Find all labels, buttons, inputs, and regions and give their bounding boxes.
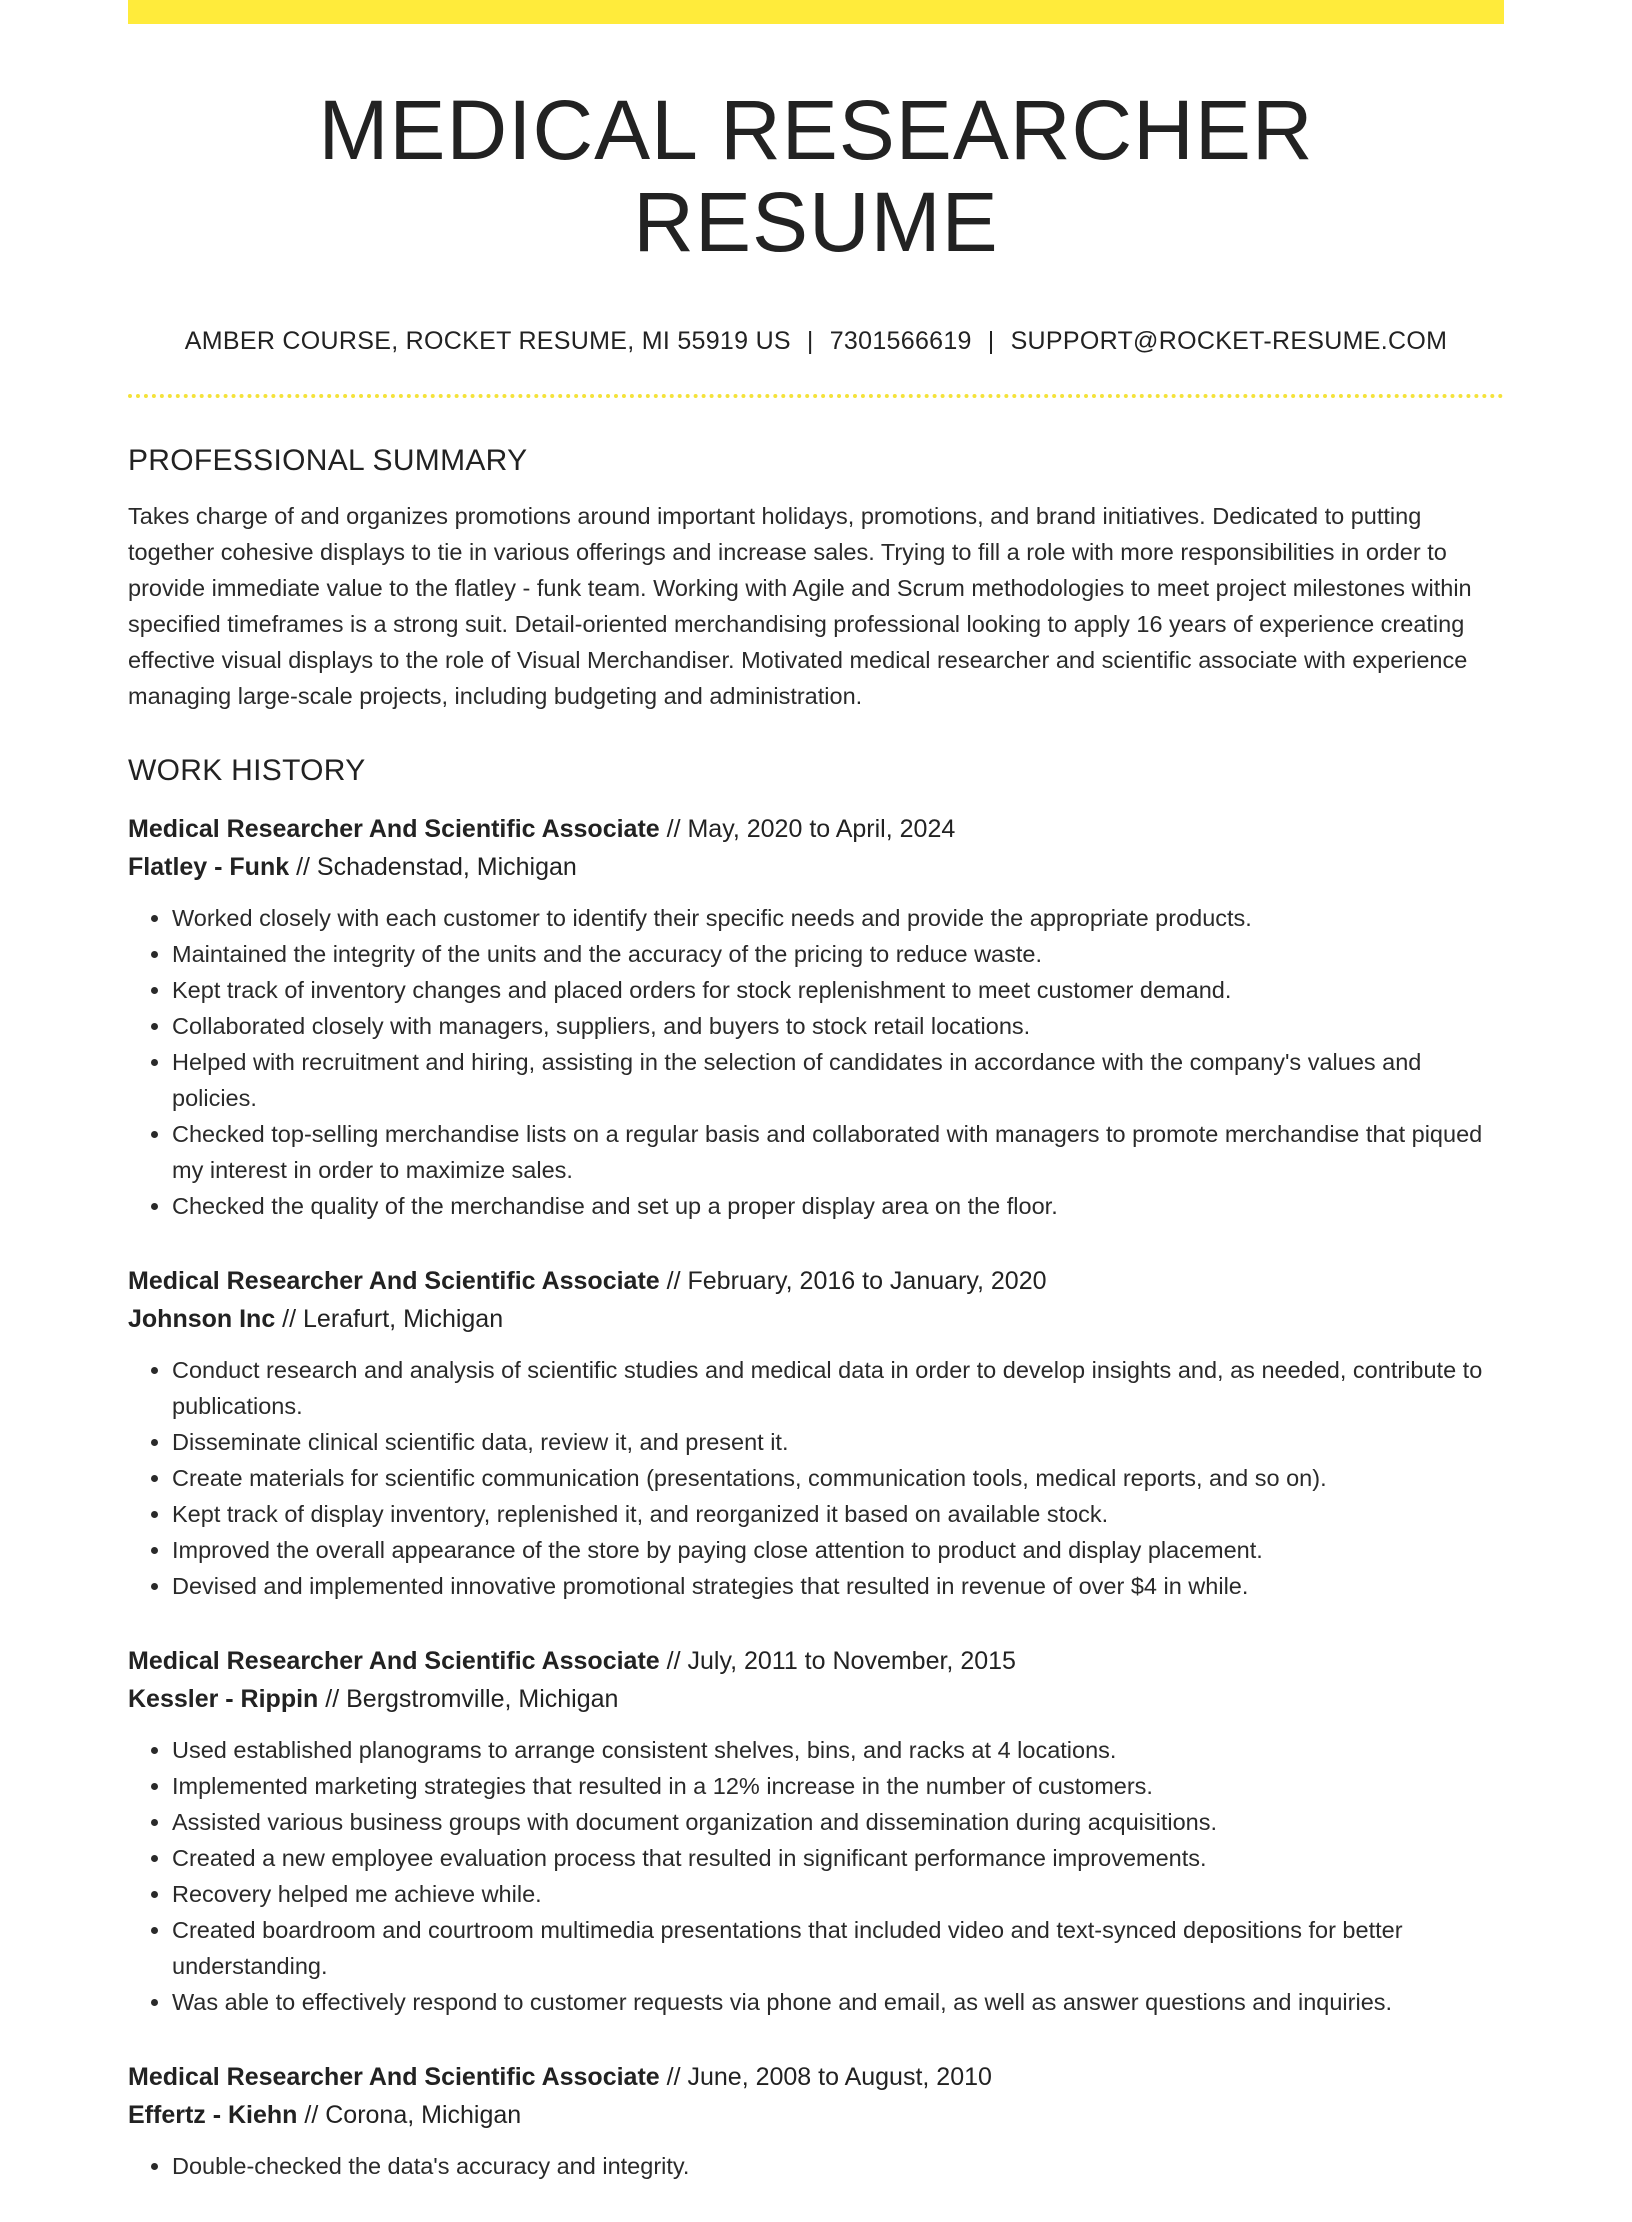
contact-line	[128, 327, 1504, 356]
job-bullet: • Created a new employee evaluation process that resulted in significant performance improvements.	[172, 1840, 1504, 1876]
contact-email: SUPPORT@ROCKET-RESUME.COM	[1010, 326, 1448, 355]
job-bullet: • Created boardroom and courtroom multimedia presentations that included video and text-synced depositions for better understanding.	[172, 1912, 1504, 1984]
job-bullet: • Implemented marketing strategies that resulted in a 12% increase in the number of customers.	[172, 1768, 1504, 1804]
job-bullet: • Checked the quality of the merchandise and set up a proper display area on the floor.	[172, 1188, 1504, 1224]
job-entry	[128, 1642, 1504, 2020]
job-bullet: • Devised and implemented innovative promotional strategies that resulted in revenue of over $4 in while.	[172, 1568, 1504, 1604]
contact-separator: |	[987, 326, 995, 355]
job-bullets	[128, 1732, 1504, 2020]
contact-phone: 7301566619	[829, 326, 972, 355]
job-title-line	[128, 1262, 1504, 1300]
job-bullet: • Assisted various business groups with document organization and dissemination during acquisitions.	[172, 1804, 1504, 1840]
contact-separator: |	[806, 326, 814, 355]
job-company: Johnson Inc	[128, 1304, 276, 1333]
job-bullet: • Create materials for scientific communication (presentations, communication tools, medical reports, and so on).	[172, 1460, 1504, 1496]
job-bullet: • Collaborated closely with managers, suppliers, and buyers to stock retail locations.	[172, 1008, 1504, 1044]
job-entry	[128, 2058, 1504, 2184]
resume-title: MEDICAL RESEARCHER RESUME	[318, 83, 1314, 270]
job-company-line	[128, 1300, 1504, 1338]
job-company: Kessler - Rippin	[128, 1684, 319, 1713]
job-bullet: • Recovery helped me achieve while.	[172, 1876, 1504, 1912]
job-bullet: • Double-checked the data's accuracy and integrity.	[172, 2148, 1504, 2184]
job-role: Medical Researcher And Scientific Associate	[128, 814, 660, 843]
job-location: // Lerafurt, Michigan	[275, 1304, 504, 1333]
job-bullet: • Kept track of display inventory, replenished it, and reorganized it based on available stock.	[172, 1496, 1504, 1532]
job-role: Medical Researcher And Scientific Associate	[128, 2062, 660, 2091]
job-bullet: • Conduct research and analysis of scientific studies and medical data in order to develop insights and, as needed, contribute to publications.	[172, 1352, 1504, 1424]
header-divider	[128, 394, 1504, 398]
accent-bar	[128, 0, 1504, 24]
job-bullet: • Improved the overall appearance of the store by paying close attention to product and display placement.	[172, 1532, 1504, 1568]
job-company-line	[128, 2096, 1504, 2134]
job-entry	[128, 810, 1504, 1224]
job-entry	[128, 1262, 1504, 1604]
job-bullet: • Used established planograms to arrange consistent shelves, bins, and racks at 4 locations.	[172, 1732, 1504, 1768]
contact-address: AMBER COURSE, ROCKET RESUME, MI 55919 US	[184, 326, 791, 355]
job-company-line	[128, 1680, 1504, 1718]
job-bullets	[128, 900, 1504, 1224]
job-bullet: • Helped with recruitment and hiring, assisting in the selection of candidates in accordance with the company's values and policies.	[172, 1044, 1504, 1116]
job-location: // Bergstromville, Michigan	[318, 1684, 619, 1713]
job-dates: // May, 2020 to April, 2024	[659, 814, 956, 843]
work-history-list	[128, 810, 1504, 2184]
job-bullets	[128, 1352, 1504, 1604]
job-company: Effertz - Kiehn	[128, 2100, 298, 2129]
job-role: Medical Researcher And Scientific Associate	[128, 1646, 660, 1675]
summary-text: Takes charge of and organizes promotions around important holidays, promotions, and brand initiatives. Dedicated to putting together cohesive displays to tie in various offerings and increase sales. Trying to fill a role with more responsibilities in order to provide immediate value to the flatley - funk team. Working with Agile and Scrum methodologies to meet project milestones within specified timeframes is a strong suit. Detail-oriented merchandising professional looking to apply 16 years of experience creating effective visual displays to the role of Visual Merchandiser. Motivated medical researcher and scientific associate with experience managing large-scale projects, including budgeting and administration.	[128, 502, 1472, 709]
job-bullet: • Kept track of inventory changes and placed orders for stock replenishment to meet customer demand.	[172, 972, 1504, 1008]
job-bullet: • Was able to effectively respond to customer requests via phone and email, as well as answer questions and inquiries.	[172, 1984, 1504, 2020]
job-company: Flatley - Funk	[128, 852, 290, 881]
job-company-line	[128, 848, 1504, 886]
job-bullet: • Disseminate clinical scientific data, review it, and present it.	[172, 1424, 1504, 1460]
job-dates: // June, 2008 to August, 2010	[659, 2062, 992, 2091]
job-title-line	[128, 1642, 1504, 1680]
job-dates: // February, 2016 to January, 2020	[659, 1266, 1047, 1295]
job-bullet: • Maintained the integrity of the units and the accuracy of the pricing to reduce waste.	[172, 936, 1504, 972]
job-title-line	[128, 810, 1504, 848]
summary-heading: PROFESSIONAL SUMMARY	[128, 443, 528, 477]
job-title-line	[128, 2058, 1504, 2096]
job-bullet: • Checked top-selling merchandise lists on a regular basis and collaborated with managers to promote merchandise that piqued my interest in order to maximize sales.	[172, 1116, 1504, 1188]
job-location: // Corona, Michigan	[297, 2100, 522, 2129]
work-history-heading: WORK HISTORY	[128, 753, 366, 787]
job-bullet: • Worked closely with each customer to identify their specific needs and provide the appropriate products.	[172, 900, 1504, 936]
job-role: Medical Researcher And Scientific Associate	[128, 1266, 660, 1295]
job-location: // Schadenstad, Michigan	[289, 852, 577, 881]
job-bullets	[128, 2148, 1504, 2184]
resume-page	[128, 0, 1504, 2222]
job-dates: // July, 2011 to November, 2015	[659, 1646, 1016, 1675]
